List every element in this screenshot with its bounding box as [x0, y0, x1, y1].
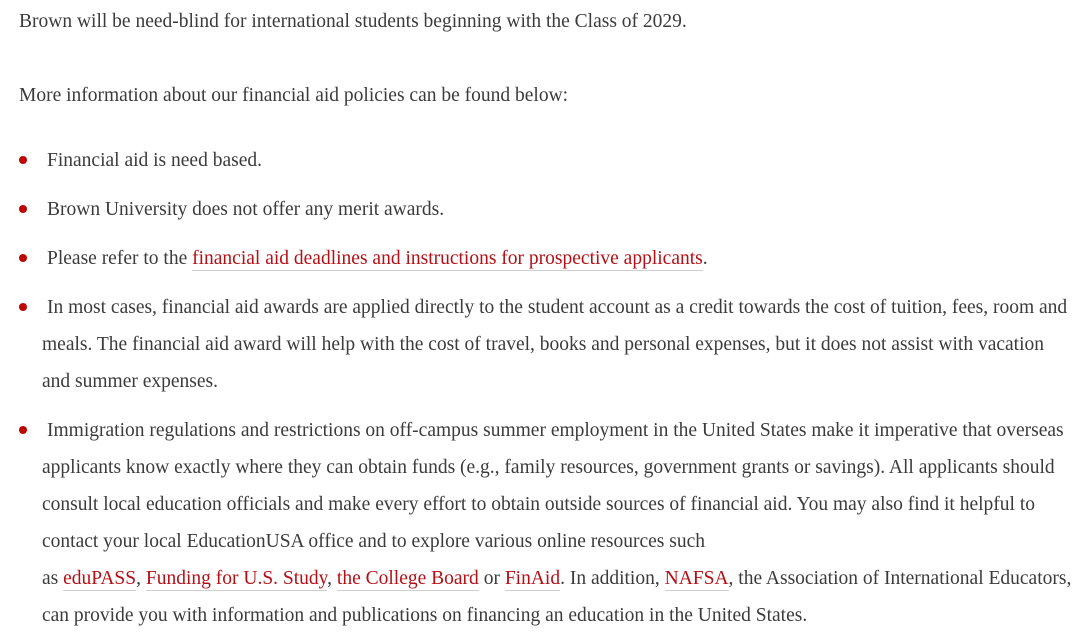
finaid-link[interactable]: FinAid: [504, 568, 561, 589]
need-blind-statement: Brown will be need-blind for international students beginning with the Class of 2029.: [19, 11, 687, 32]
policy-text: Immigration regulations and restrictions on off-campus summer employment in the United States make it imperative that overseas applicants know exactly where they can obtain funds (e.g., family resources, government grants or savings). All applicants should consult local education officials and make every effort to obtain outside sources of financial aid. You may also find it helpful to contact your local EducationUSA office and to explore various online resources such: [42, 420, 1064, 552]
nafsa-link[interactable]: NAFSA: [664, 568, 729, 589]
separator: ,: [136, 568, 146, 589]
separator: or: [478, 568, 505, 589]
policy-text: as: [42, 568, 64, 589]
bullet-icon: [19, 156, 27, 164]
separator: ,: [327, 568, 337, 589]
more-info-statement: More information about our financial aid policies can be found below:: [19, 85, 569, 106]
list-item: [42, 191, 1072, 228]
list-item: [42, 240, 1072, 277]
bullet-icon: [19, 303, 27, 311]
college-board-link[interactable]: the College Board: [336, 568, 479, 589]
policy-text: Please refer to the: [47, 248, 193, 269]
bullet-icon: [19, 426, 27, 434]
policy-text: In most cases, financial aid awards are applied directly to the student account as a credit towards the cost of tuition, fees, room and meals. The financial aid award will help with the cost of travel, books and personal expenses, but it does not assist with vacation and summer expenses.: [42, 297, 1068, 392]
policy-text: , the Association of International Educators, can provide you with information and publications on financing an education in the United States.: [42, 568, 1072, 626]
policy-text: Brown University does not offer any merit awards.: [47, 199, 445, 220]
list-item: [42, 142, 1072, 179]
policy-text: Financial aid is need based.: [47, 150, 262, 171]
policy-text: .: [702, 248, 708, 269]
list-item: [42, 412, 1072, 634]
bullet-icon: [19, 205, 27, 213]
deadlines-link[interactable]: financial aid deadlines and instructions for prospective applicants: [192, 248, 703, 269]
funding-us-study-link[interactable]: Funding for U.S. Study: [145, 568, 328, 589]
bullet-icon: [19, 254, 27, 262]
edupass-link[interactable]: eduPASS: [63, 568, 137, 589]
list-item: [42, 289, 1072, 400]
separator: . In addition,: [560, 568, 665, 589]
